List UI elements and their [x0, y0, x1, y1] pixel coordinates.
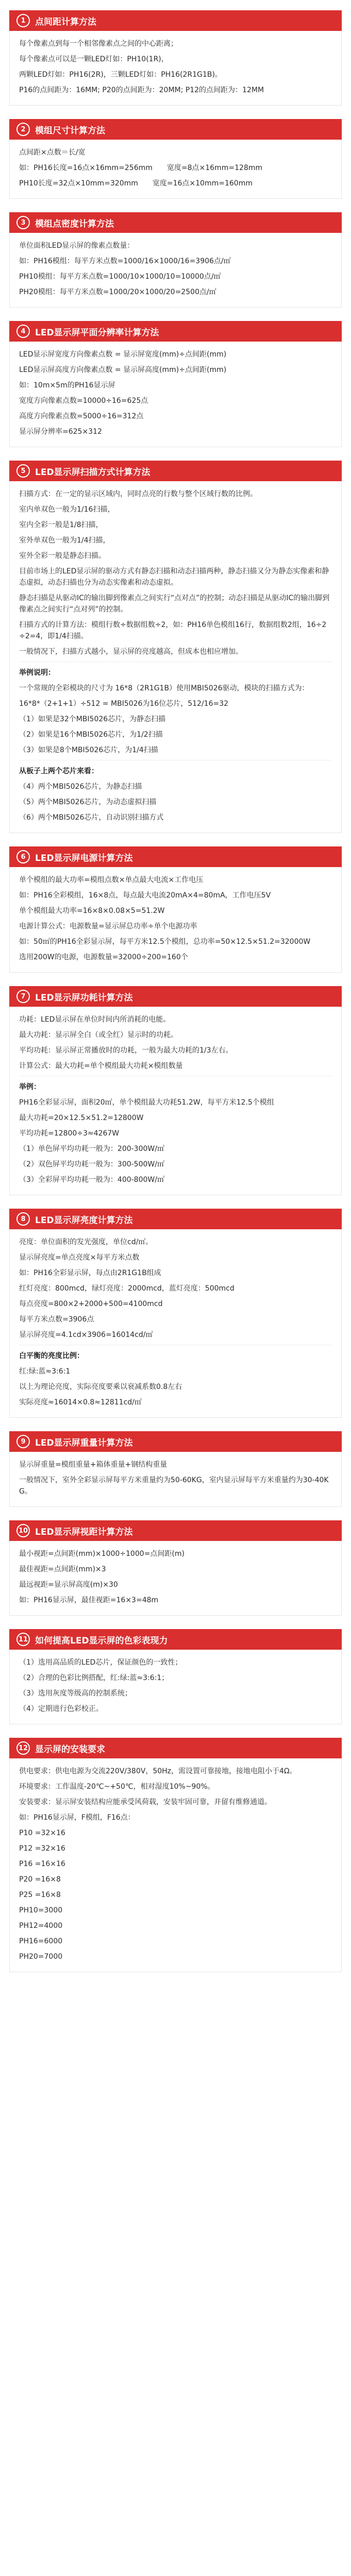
section-number-badge: 3: [16, 216, 30, 229]
section-12: [9, 1738, 342, 1972]
section-title: 模组尺寸计算方法: [35, 125, 105, 136]
section-number-badge: 2: [16, 123, 30, 136]
paragraph: 如：PH16显示屏，最佳视距=16×3=48m: [19, 1596, 159, 1604]
paragraph: 静态扫描是从驱动IC的输出脚到像素点之间实行“点对点”的控制；动态扫描是从驱动IC的输出脚到像素点之间实行“点对列”的控制。: [19, 594, 330, 614]
paragraph: 显示屏重量=模组重量+箱体重量+钢结构重量: [19, 1461, 168, 1469]
section-body: [9, 31, 342, 106]
section-body: [9, 1758, 342, 1972]
subsection-heading: 白平衡的亮度比例：: [19, 1352, 84, 1360]
section-title: LED显示屏亮度计算方法: [35, 1215, 133, 1226]
paragraph: 平均功耗：显示屏正常播放时的功耗，一般为最大功耗的1/3左右。: [19, 1046, 233, 1055]
paragraph: P16 =16×16: [19, 1860, 65, 1868]
section-9: [9, 1431, 342, 1507]
section-1: [9, 10, 342, 106]
paragraph: PH20=7000: [19, 1953, 63, 1961]
section-body: [9, 342, 342, 447]
paragraph: 如：PH16全彩显示屏，每点由2R1G1B组成: [19, 1269, 161, 1277]
paragraph: 计算公式：最大功耗=单个模组最大功耗×模组数量: [19, 1062, 183, 1070]
section-header: [9, 1738, 342, 1758]
paragraph: 目前市场上的LED显示屏的驱动方式有静态扫描和动态扫描两种，静态扫描又分为静态实像素和静态虚拟，动态扫描也分为动态实像素和动态虚拟。: [19, 567, 329, 587]
section-header: [9, 1209, 342, 1229]
paragraph: （3）选用灰度等级高的控制系统；: [19, 1689, 132, 1698]
paragraph: （2）如果是16个MBI5026芯片，为1/2扫描: [19, 731, 163, 739]
paragraph: 如：10m×5m的PH16显示屏: [19, 381, 115, 389]
paragraph: 如：PH16长度=16点×16mm=256mm 宽度=8点×16mm=128mm: [19, 164, 263, 172]
section-header: [9, 321, 342, 342]
section-body: [9, 140, 342, 199]
paragraph: （3）全彩屏平均功耗一般为：400-800W/㎡: [19, 1176, 164, 1184]
section-body: [9, 1007, 342, 1195]
section-10: [9, 1520, 342, 1616]
section-number-badge: 6: [16, 850, 30, 863]
paragraph: LED显示屏高度方向像素点数 = 显示屏高度(mm)÷点间距(mm): [19, 366, 227, 374]
paragraph: 两颗LED灯如：PH16(2R)，三颗LED灯如：PH16(2R1G1B)。: [19, 71, 222, 79]
paragraph: 每个像素点到每一个相邻像素点之间的中心距离；: [19, 40, 178, 48]
paragraph: PH10=3000: [19, 1906, 63, 1914]
paragraph: 16*8*（2+1+1）÷512 = MBI5026为16位芯片，512/16=32: [19, 700, 229, 708]
paragraph: 红灯亮度：800mcd，绿灯亮度：2000mcd，蓝灯亮度：500mcd: [19, 1284, 235, 1293]
paragraph: 供电要求：供电电源为交流220V/380V，50Hz，需设置可靠接地，接地电阻小于4Ω。: [19, 1767, 297, 1775]
paragraph: 显示屏分辨率=625×312: [19, 428, 102, 436]
paragraph: （6）两个MBI5026芯片，自动识别扫描方式: [19, 814, 164, 822]
paragraph: 红:绿:蓝≈3:6:1: [19, 1367, 71, 1376]
section-title: LED显示屏视距计算方法: [35, 1527, 133, 1537]
section-header: [9, 986, 342, 1007]
section-header: [9, 846, 342, 867]
paragraph: 安装要求：显示屏安装结构应能承受风荷载，安装牢固可靠，并留有维修通道。: [19, 1798, 272, 1806]
section-header: [9, 119, 342, 140]
paragraph: 最佳视距=点间距(mm)×3: [19, 1565, 106, 1573]
paragraph: 如：PH16全彩模组，16×8点，每点最大电流20mA×4=80mA，工作电压5V: [19, 891, 271, 900]
section-title: 显示屏的安装要求: [35, 1744, 105, 1755]
subsection-heading: 从板子上两个芯片来看：: [19, 767, 98, 775]
paragraph: 环境要求：工作温度-20℃~+50℃，相对湿度10%~90%。: [19, 1783, 215, 1791]
section-8: [9, 1209, 342, 1418]
section-body: [9, 867, 342, 973]
paragraph: （5）两个MBI5026芯片，为动态虚拟扫描: [19, 798, 157, 806]
paragraph: PH16=6000: [19, 1937, 63, 1945]
paragraph: 最小视距=点间距(mm)×1000÷1000=点间距(m): [19, 1550, 185, 1558]
section-title: 模组点密度计算方法: [35, 218, 114, 229]
paragraph: （4）定期进行色彩校正。: [19, 1705, 103, 1713]
paragraph: 亮度：单位面积的发光强度，单位cd/㎡。: [19, 1238, 153, 1246]
paragraph: 扫描方式：在一定的显示区域内，同时点亮的行数与整个区域行数的比例。: [19, 490, 257, 498]
paragraph: （1）单色屏平均功耗一般为：200-300W/㎡: [19, 1145, 164, 1153]
paragraph: 如：50㎡的PH16全彩显示屏，每平方米12.5个模组，总功率=50×12.5×51.2=32000W: [19, 938, 311, 946]
section-body: [9, 1452, 342, 1507]
paragraph: 最大功耗：显示屏全白（或全红）显示时的功耗。: [19, 1031, 178, 1039]
paragraph: 单个模组最大功率=16×8×0.08×5=51.2W: [19, 907, 165, 915]
section-11: [9, 1629, 342, 1724]
paragraph: 实际亮度≈16014×0.8≈12811cd/㎡: [19, 1398, 142, 1406]
paragraph: PH16全彩显示屏，面积20㎡，单个模组最大功耗51.2W，每平方米12.5个模组: [19, 1098, 274, 1107]
paragraph: 一个常规的全彩模块的尺寸为 16*8（2R1G1B）使用MBI5026驱动，模块的扫描方式为：: [19, 684, 309, 692]
paragraph: P10 =32×16: [19, 1829, 65, 1837]
section-body: [9, 481, 342, 833]
section-number-badge: 7: [16, 990, 30, 1003]
paragraph: PH10模组：每平方米点数=1000/10×1000/10=10000点/㎡: [19, 273, 221, 281]
paragraph: 最远视距=显示屏高度(m)×30: [19, 1581, 118, 1589]
section-number-badge: 5: [16, 464, 30, 478]
section-title: LED显示屏功耗计算方法: [35, 992, 133, 1003]
section-4: [9, 321, 342, 447]
section-number-badge: 9: [16, 1435, 30, 1448]
paragraph: （3）如果是8个MBI5026芯片，为1/4扫描: [19, 746, 158, 754]
section-title: 如何提高LED显示屏的色彩表现力: [35, 1635, 168, 1646]
paragraph: 单位面积LED显示屏的像素点数量：: [19, 242, 135, 250]
paragraph: PH12=4000: [19, 1922, 63, 1930]
section-title: LED显示屏平面分辨率计算方法: [35, 327, 159, 338]
section-header: [9, 1431, 342, 1452]
section-number-badge: 10: [16, 1524, 30, 1537]
section-title: 点间距计算方法: [35, 16, 96, 27]
paragraph: 室外全彩一般是静态扫描。: [19, 552, 106, 560]
section-header: [9, 10, 342, 31]
paragraph: （4）两个MBI5026芯片，为静态扫描: [19, 783, 142, 791]
paragraph: 每平方米点数=3906点: [19, 1315, 94, 1324]
paragraph: 如：PH16模组：每平方米点数=1000/16×1000/16=3906点/㎡: [19, 257, 231, 265]
section-5: [9, 461, 342, 833]
section-body: [9, 1541, 342, 1616]
section-title: LED显示屏电源计算方法: [35, 853, 133, 863]
section-header: [9, 212, 342, 233]
paragraph: （1）选用高品质的LED芯片，保证颜色的一致性；: [19, 1658, 182, 1667]
paragraph: 如：PH16显示屏，F模组，F16点：: [19, 1814, 135, 1822]
paragraph: 以上为理论亮度，实际亮度要乘以衰减系数0.8左右: [19, 1383, 182, 1391]
paragraph: 每个像素点可以是一颗LED灯如：PH10(1R)，: [19, 55, 169, 63]
section-header: [9, 461, 342, 481]
section-number-badge: 12: [16, 1741, 30, 1755]
section-number-badge: 4: [16, 325, 30, 338]
paragraph: PH10长度=32点×10mm=320mm 宽度=16点×10mm=160mm: [19, 179, 253, 188]
section-title: LED显示屏扫描方式计算方法: [35, 467, 151, 478]
section-header: [9, 1520, 342, 1541]
section-3: [9, 212, 342, 308]
paragraph: P25 =16×8: [19, 1891, 61, 1899]
section-body: [9, 233, 342, 308]
paragraph: 高度方向像素点数=5000÷16=312点: [19, 412, 144, 420]
section-number-badge: 11: [16, 1633, 30, 1646]
paragraph: P20 =16×8: [19, 1875, 61, 1884]
section-body: [9, 1650, 342, 1724]
paragraph: LED显示屏宽度方向像素点数 = 显示屏宽度(mm)÷点间距(mm): [19, 350, 227, 359]
section-body: [9, 1229, 342, 1418]
paragraph: 显示屏亮度=单点亮度×每平方米点数: [19, 1253, 140, 1262]
paragraph: （2）双色屏平均功耗一般为：300-500W/㎡: [19, 1160, 164, 1168]
paragraph: 室内单双色一般为1/16扫描，: [19, 505, 115, 514]
paragraph: 室外单双色一般为1/4扫描，: [19, 536, 110, 545]
paragraph: P12 =32×16: [19, 1844, 65, 1853]
paragraph: 显示屏亮度=4.1cd×3906=16014cd/㎡: [19, 1331, 153, 1339]
subsection-heading: 举例：: [19, 1083, 41, 1091]
section-header: [9, 1629, 342, 1650]
subsection-heading: 举例说明：: [19, 669, 55, 677]
paragraph: 单个模组的最大功率=模组点数×单点最大电流×工作电压: [19, 876, 204, 884]
paragraph: 电源计算公式：电源数量=显示屏总功率÷单个电源功率: [19, 922, 197, 930]
section-7: [9, 986, 342, 1195]
section-6: [9, 846, 342, 973]
paragraph: （1）如果是32个MBI5026芯片，为静态扫描: [19, 715, 166, 723]
paragraph: 点间距×点数＝长/宽: [19, 148, 86, 157]
paragraph: 室内全彩一般是1/8扫描，: [19, 521, 103, 529]
paragraph: 最大功耗=20×12.5×51.2=12800W: [19, 1114, 144, 1122]
paragraph: 功耗：LED显示屏在单位时间内所消耗的电能。: [19, 1015, 171, 1024]
paragraph: 平均功耗=12800÷3≈4267W: [19, 1129, 120, 1138]
paragraph: 每点亮度=800×2+2000+500=4100mcd: [19, 1300, 163, 1308]
paragraph: 选用200W的电源，电源数量=32000÷200=160个: [19, 953, 188, 961]
paragraph: 宽度方向像素点数=10000÷16=625点: [19, 397, 148, 405]
paragraph: （2）合理的色彩比例搭配，红:绿:蓝≈3:6:1；: [19, 1674, 169, 1682]
paragraph: 扫描方式的计算方法：模组行数÷数据组数÷2，如：PH16单色模组16行，数据组数2组，16÷2÷2=4，即1/4扫描。: [19, 621, 327, 640]
paragraph: P16的点间距为：16MM; P20的点间距为：20MM; P12的点间距为：12MM: [19, 86, 264, 94]
section-number-badge: 8: [16, 1212, 30, 1226]
paragraph: 一般情况下，扫描方式越小，显示屏的亮度越高，但成本也相应增加。: [19, 648, 243, 656]
section-number-badge: 1: [16, 14, 30, 27]
section-title: LED显示屏重量计算方法: [35, 1437, 133, 1448]
paragraph: PH20模组：每平方米点数=1000/20×1000/20=2500点/㎡: [19, 288, 216, 296]
paragraph: 一般情况下，室外全彩显示屏每平方米重量约为50-60KG，室内显示屏每平方米重量约为30-40KG。: [19, 1476, 329, 1496]
section-2: [9, 119, 342, 199]
